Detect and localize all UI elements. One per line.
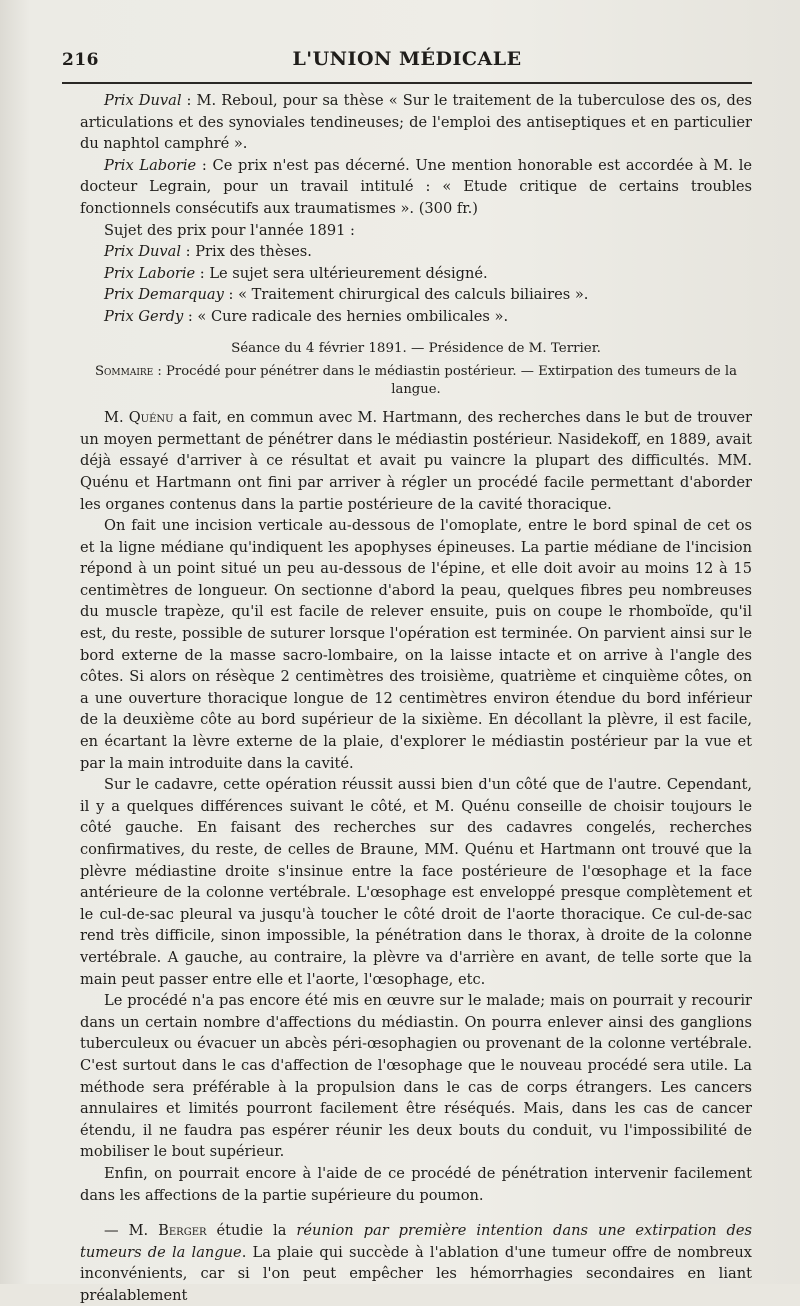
prize-label: Prix Duval [104, 92, 182, 109]
prize-label: Prix Gerdy [104, 307, 184, 325]
paragraph-prix-laborie [80, 155, 752, 220]
paragraph-lung: Enfin, on pourrait encore à l'aide de ce procédé de pénétration intervenir facilement dans les affections de la partie supérieure du poumon. [80, 1164, 752, 1204]
speaker-name: M. Quénu [104, 409, 174, 427]
body-text [80, 90, 752, 1306]
paragraph-prix-laborie-1891 [80, 263, 752, 285]
running-title: L'UNION MÉDICALE [292, 48, 522, 70]
prize-text: : « Cure radicale des hernies ombilicales ». [183, 307, 509, 325]
prize-label: Prix Duval [104, 243, 182, 261]
prize-text: : M. Reboul, pour sa thèse « Sur le traitement de la tuberculose des os, des articulations et des synoviales tendineuses; de l'emploi des antiseptiques et en particulier du naphtol camphré ». [80, 92, 752, 153]
paragraph-applications: Le procédé n'a pas encore été mis en œuvre sur le malade; mais on pourrait y recourir dans un certain nombre d'affections du médiastin. On pourra enlever ainsi des ganglions tuberculeux ou évacuer un abcès péri-œsophagien ou provenant de la colonne vertébrale. C'est surtout dans le cas d'affection de l'œsophage que le nouveau procédé sera utile. La méthode sera préférable à la propulsion dans le cas de corps étrangers. Les cancers annulaires et limités pourront facilement être réséqués. Mais, dans les cas de cancer étendu, il ne faudra pas espérer réunir les deux bouts du conduit, vu l'impossibilité de mobiliser le bout supérieur. [80, 992, 752, 1161]
header-rule [62, 82, 752, 84]
dash-prefix: — M. [104, 1222, 159, 1240]
session-summary [80, 363, 752, 399]
prize-text: : « Traitement chirurgical des calculs biliaires ». [223, 286, 589, 304]
session-heading: Séance du 4 février 1891. — Présidence de M. Terrier. [231, 340, 601, 356]
paragraph-prize-subjects: Sujet des prix pour l'année 1891 : [104, 221, 355, 239]
page-header [62, 44, 752, 74]
summary-label: Sommaire [94, 364, 154, 380]
prize-label: Prix Demarquay [104, 286, 224, 304]
page-number: 216 [62, 50, 99, 70]
paragraph-prix-gerdy [80, 306, 752, 328]
paragraph-prix-duval [80, 90, 752, 155]
paragraph-cadaver: Sur le cadavre, cette opération réussit aussi bien d'un côté que de l'autre. Cependant, il y a quelques différences suivant le côté, et M. Quénu conseille de choisir toujours le côté gauche. En faisant des recherches sur des cadavres congelés, recherches confirmatives, du reste, de celles de Braune, MM. Quénu et Hartmann ont trouvé que la plèvre médiastine droite s'insinue entre la face postérieure de l'œsophage et la face antérieure de la colonne vertébrale. L'œsophage est enveloppé presque complètement et le cul-de-sac pleural va jusqu'à toucher le côté droit de l'aorte thoracique. Ce cul-de-sac rend très difficile, sinon impossible, la pénétration dans le thorax, à droite de la colonne vertébrale. A gauche, au contraire, la plèvre va d'arrière en avant, de telle sorte que la main peut passer entre elle et l'aorte, l'œsophage, etc. [80, 776, 752, 988]
prize-text: : Prix des thèses. [181, 243, 312, 261]
prize-label: Prix Laborie [104, 156, 197, 174]
paragraph-text: . La plaie qui succède à l'ablation d'une tumeur offre de nombreux inconvénients, car si l'on peut empêcher les hémorrhagies secondaires en liant préalablement [80, 1243, 752, 1304]
paragraph-quenu-intro [80, 407, 752, 515]
italic-title: réunion par première intention dans une extirpation des tumeurs de la langue [80, 1222, 752, 1261]
paragraph-prix-demarquay [80, 284, 752, 306]
prize-text: : Ce prix n'est pas décerné. Une mention honorable est accordée à M. le docteur Legrain, pour un travail intitulé : « Etude critique de certains troubles fonctionnels consécutifs aux traumatismes ». (300 fr.) [80, 156, 752, 217]
prize-label: Prix Laborie [104, 264, 196, 282]
summary-text: : Procédé pour pénétrer dans le médiastin postérieur. — Extirpation des tumeurs de la langue. [153, 364, 737, 398]
speaker-name: Berger [158, 1222, 207, 1240]
paragraph-prix-duval-1891 [80, 241, 752, 263]
paragraph-berger [80, 1220, 752, 1306]
paragraph-text: a fait, en commun avec M. Hartmann, des recherches dans le but de trouver un moyen permettant de pénétrer dans le médiastin postérieur. Nasidekoff, en 1889, avait déjà essayé d'arriver à ce résultat et avait pu vaincre la plupart des difficultés. MM. Quénu et Hartmann ont fini par arriver à régler un procédé facile permettant d'aborder les organes contenus dans la partie postérieure de la cavité thoracique. [80, 409, 752, 513]
paragraph-text: étudie la [206, 1222, 297, 1240]
prize-text: : Le sujet sera ultérieurement désigné. [195, 264, 488, 282]
paragraph-incision: On fait une incision verticale au-dessous de l'omoplate, entre le bord spinal de cet os et la ligne médiane qu'indiquent les apophyses épineuses. La partie médiane de l'incision répond à un point situé un peu au-dessous de l'épine, et elle doit avoir au moins 12 à 15 centimètres de longueur. On sectionne d'abord la peau, quelques fibres peu nombreuses du muscle trapèze, qu'il est facile de relever ensuite, puis on coupe le rhomboïde, qu'il est, du reste, possible de suturer lorsque l'opération est terminée. On parvient ainsi sur le bord externe de la masse sacro-lombaire, on la laisse intacte et on arrive à l'angle des côtes. Si alors on résèque 2 centimètres des troisième, quatrième et cinquième côtes, on a une ouverture thoracique longue de 12 centimètres environ étendue du bord inférieur de la deuxième côte au bord supérieur de la sixième. En décollant la plèvre, il est facile, en écartant la lèvre externe de la plaie, d'explorer le médiastin postérieur par la vue et par la main introduite dans la cavité. [80, 517, 752, 772]
